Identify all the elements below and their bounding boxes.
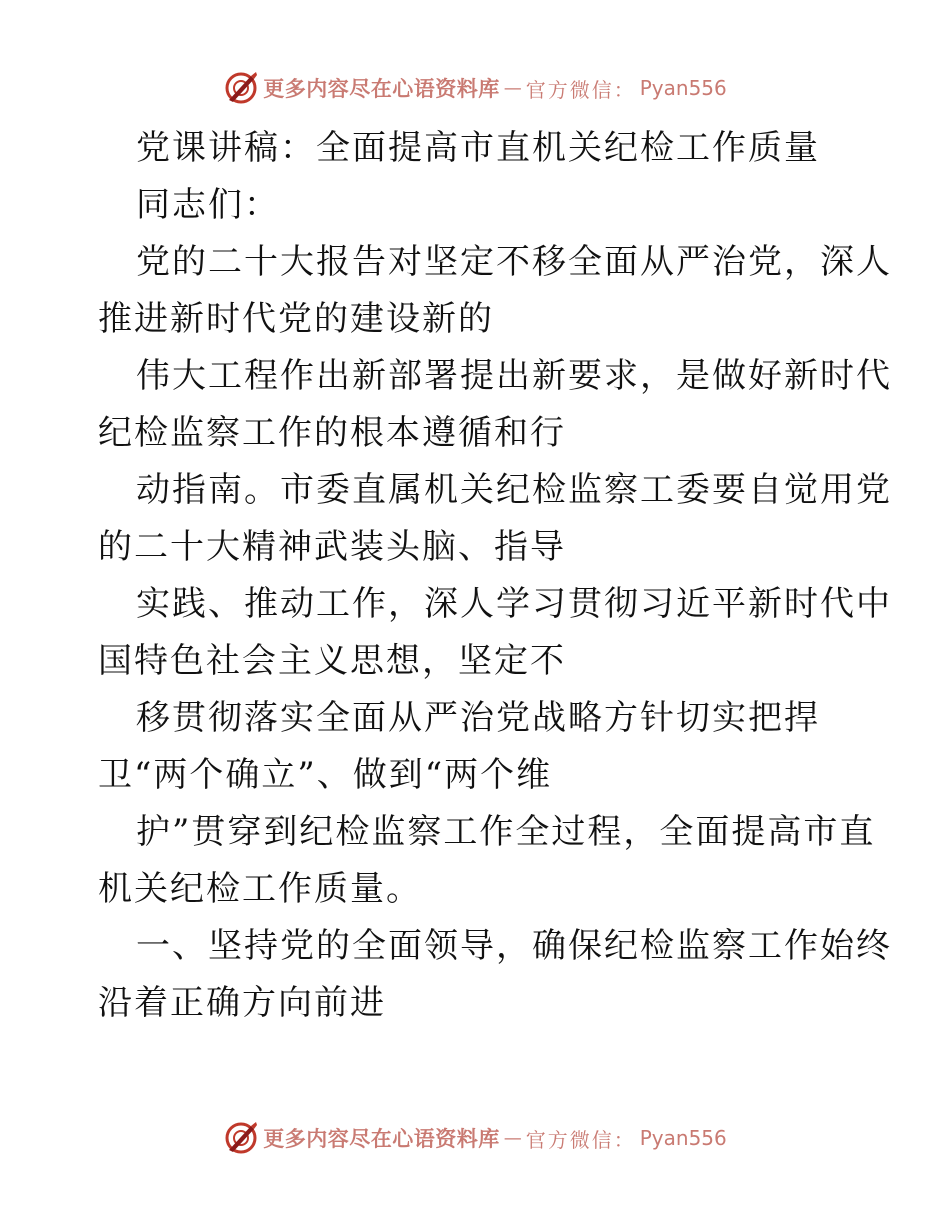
watermark-label: 官方微信： <box>525 1127 636 1152</box>
text-line: 护”贯穿到纪检监察工作全过程，全面提高市直 <box>136 812 876 852</box>
text-line: 伟大工程作出新部署提出新要求，是做好新时代 <box>136 356 892 396</box>
text-line: 推进新时代党的建设新的 <box>98 299 494 339</box>
text-line: 移贯彻落实全面从严治党战略方针切实把捍 <box>136 698 820 738</box>
watermark-separator: — <box>503 77 522 99</box>
watermark-text: 更多内容尽在心语资料库 <box>263 1126 500 1151</box>
document-title: 党课讲稿：全面提高市直机关纪检工作质量 <box>136 128 820 168</box>
text-line: 卫“两个确立”、做到“两个维 <box>98 755 553 795</box>
text-line: 机关纪检工作质量。 <box>98 869 422 909</box>
watermark-label: 官方微信： <box>525 77 636 102</box>
brush-logo-icon <box>223 70 259 106</box>
header-watermark <box>0 68 950 108</box>
watermark-wechat-id: Pyan556 <box>639 1126 727 1150</box>
watermark-separator: — <box>503 1127 522 1149</box>
watermark-wechat-id: Pyan556 <box>639 76 727 100</box>
footer-watermark <box>0 1118 950 1158</box>
watermark-text: 更多内容尽在心语资料库 <box>263 76 500 101</box>
text-line: 纪检监察工作的根本遵循和行 <box>98 413 566 453</box>
section-heading-continued: 沿着正确方向前进 <box>98 983 386 1023</box>
text-line: 动指南。市委直属机关纪检监察工委要自觉用党 <box>136 470 892 510</box>
text-line: 的二十大精神武装头脑、指导 <box>98 527 566 567</box>
brush-logo-icon <box>223 1120 259 1156</box>
text-line: 国特色社会主义思想，坚定不 <box>98 641 566 681</box>
text-line: 党的二十大报告对坚定不移全面从严治党，深人 <box>136 242 892 282</box>
salutation: 同志们： <box>136 185 280 225</box>
document-body <box>98 120 892 1032</box>
section-heading: 一、坚持党的全面领导，确保纪检监察工作始终 <box>136 926 892 966</box>
text-line: 实践、推动工作，深人学习贯彻习近平新时代中 <box>136 584 892 624</box>
